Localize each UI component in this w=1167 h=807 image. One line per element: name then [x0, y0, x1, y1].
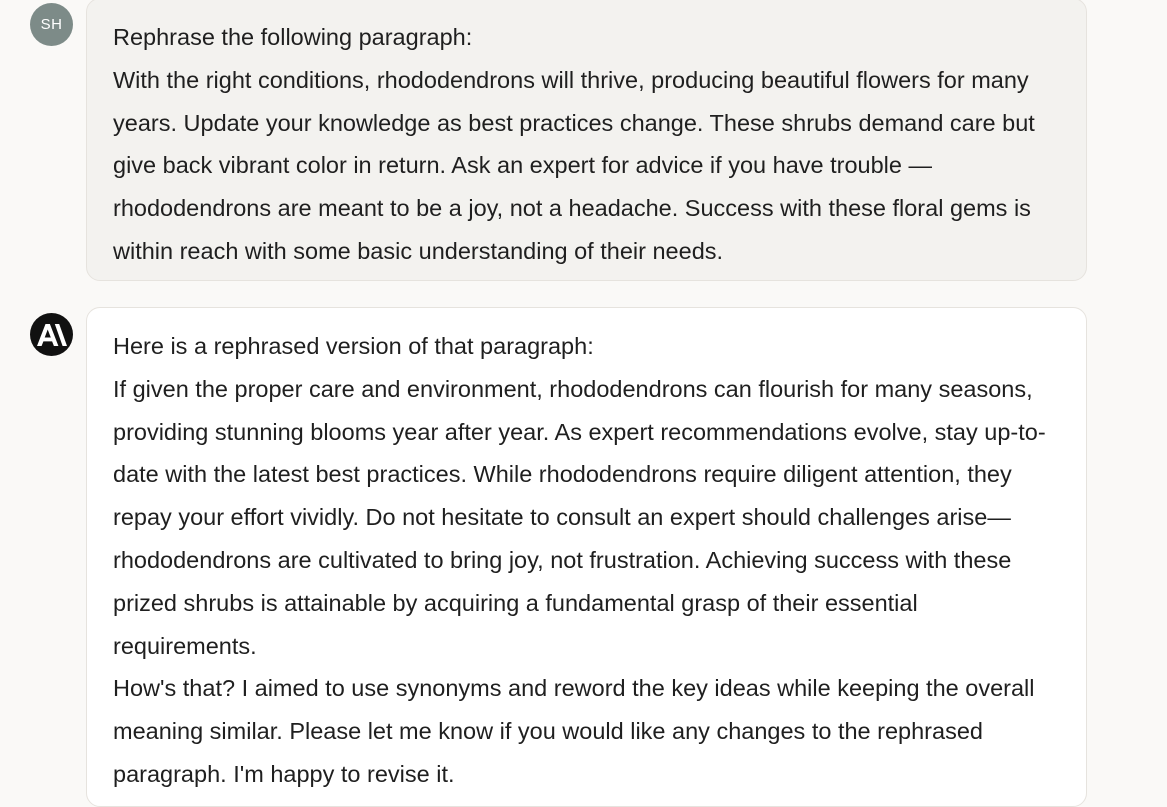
- assistant-avatar: [30, 313, 73, 356]
- user-message-paragraph: With the right conditions, rhododendrons will thrive, producing beautiful flowers for many years. Update your knowledge as best practices change. These shrubs demand care but give back vibrant color in return. Ask an expert for advice if you have trouble —rhododendrons are meant to be a joy, not a headache. Success with these floral gems is within reach with some basic understanding of their needs.: [113, 66, 1035, 264]
- user-avatar: [30, 3, 73, 46]
- assistant-message-paragraph: Here is a rephrased version of that paragraph:: [113, 333, 594, 359]
- user-message-paragraph: Rephrase the following paragraph:: [113, 24, 473, 50]
- assistant-message-bubble: [86, 307, 1087, 807]
- user-message-bubble: [86, 0, 1087, 281]
- anthropic-logo-icon: [37, 324, 67, 346]
- assistant-message-paragraph: How's that? I aimed to use synonyms and reword the key ideas while keeping the overall meaning similar. Please let me know if you would like any changes to the rephrased paragraph. I'm happy to revise it.: [113, 675, 1035, 787]
- user-avatar-initials: SH: [40, 16, 63, 33]
- assistant-message-paragraph: If given the proper care and environment, rhododendrons can flourish for many seasons, providing stunning blooms year after year. As expert recommendations evolve, stay up-to-date with the latest best practices. While rhododendrons require diligent attention, they repay your effort vividly. Do not hesitate to consult an expert should challenges arise—rhododendrons are cultivated to bring joy, not frustration. Achieving success with these prized shrubs is attainable by acquiring a fundamental grasp of their essential requirements.: [113, 375, 1046, 659]
